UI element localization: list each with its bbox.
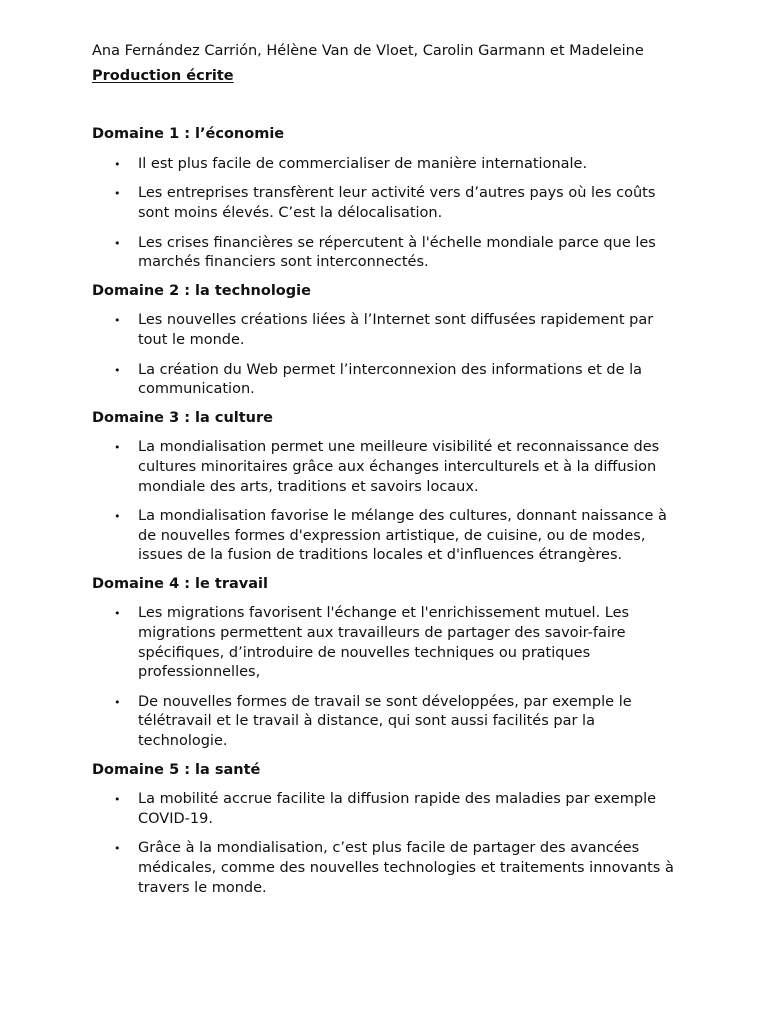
domain-section-5 [92,761,682,899]
bullet-item [92,155,682,175]
bullet-list [92,438,682,566]
bullet-marker-icon: • [114,695,121,709]
authors-line: Ana Fernández Carrión, Hélène Van de Vloet, Carolin Garmann et Madeleine [92,43,644,59]
bullet-text: Grâce à la mondialisation, c’est plus facile de partager des avancées médicales, comme des nouvelles technologies et traitements innovants à travers le monde. [138,840,674,896]
domain-section-3 [92,409,682,566]
domain-section-1 [92,125,682,273]
bullet-marker-icon: • [114,441,121,455]
bullet-text: La mondialisation favorise le mélange des cultures, donnant naissance à de nouvelles formes d'expression artistique, de cuisine, ou de modes, issues de la fusion de traditions locales et d'influences étrangères. [138,508,667,564]
domain-heading: Domaine 2 : la technologie [92,282,311,299]
domain-heading: Domaine 4 : le travail [92,575,268,592]
bullet-item [92,507,682,566]
bullet-text: Les crises financières se répercutent à l'échelle mondiale parce que les marchés financiers sont interconnectés. [138,234,656,271]
bullet-item [92,693,682,752]
bullet-text: Il est plus facile de commercialiser de manière internationale. [138,155,588,172]
bullet-list [92,311,682,399]
bullet-marker-icon: • [114,842,121,856]
bullet-text: Les nouvelles créations liées à l’Internet sont diffusées rapidement par tout le monde. [138,312,654,348]
bullet-text: La création du Web permet l’interconnexion des informations et de la communication. [138,361,643,398]
domain-heading: Domaine 3 : la culture [92,409,273,426]
bullet-marker-icon: • [114,793,121,807]
bullet-item [92,184,682,223]
bullet-marker-icon: • [114,157,121,171]
bullet-marker-icon: • [114,607,121,621]
domain-heading: Domaine 1 : l’économie [92,126,285,143]
bullet-item [92,604,682,682]
domain-heading: Domaine 5 : la santé [92,761,261,778]
bullet-marker-icon: • [114,236,121,250]
bullet-list [92,604,682,751]
bullet-list [92,155,682,273]
domain-section-4 [92,575,682,752]
bullet-list [92,790,682,898]
bullet-text: Les migrations favorisent l'échange et l'enrichissement mutuel. Les migrations permettent aux travailleurs de partager des savoir-faire spécifiques, d’introduire de nouvelles techniques ou pratiques professionnelles, [138,605,630,681]
document-title: Production écrite [92,67,234,84]
bullet-text: La mondialisation permet une meilleure visibilité et reconnaissance des cultures minoritaires grâce aux échanges interculturels et à la diffusion mondiale des arts, traditions et savoirs locaux. [138,439,660,495]
bullet-marker-icon: • [114,314,121,328]
bullet-item [92,361,682,400]
bullet-item [92,790,682,829]
bullet-item [92,839,682,898]
domain-section-2 [92,282,682,400]
domains-section [92,125,682,898]
bullet-item [92,234,682,273]
bullet-text: La mobilité accrue facilite la diffusion rapide des maladies par exemple COVID-19. [138,791,657,827]
bullet-text: De nouvelles formes de travail se sont développées, par exemple le télétravail et le travail à distance, qui sont aussi facilités par la technologie. [138,693,632,750]
bullet-marker-icon: • [114,510,121,524]
bullet-item [92,311,682,350]
bullet-text: Les entreprises transfèrent leur activité vers d’autres pays où les coûts sont moins élevés. C’est la délocalisation. [138,185,656,221]
bullet-item [92,438,682,497]
bullet-marker-icon: • [114,187,121,201]
bullet-marker-icon: • [114,363,121,377]
